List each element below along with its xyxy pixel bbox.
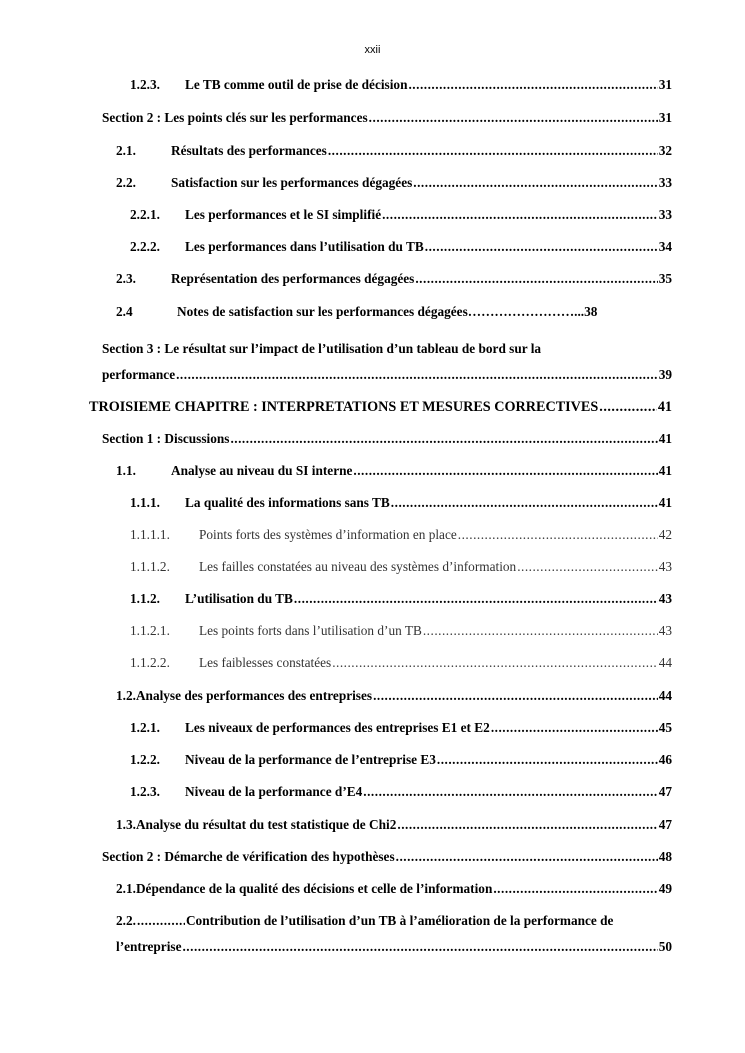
dot-leader: [328, 143, 658, 159]
toc-entry[interactable]: [102, 849, 672, 865]
toc-title: Section 2 : Démarche de vérification des hypothèses: [102, 849, 395, 864]
toc-number: 1.2.1.: [130, 720, 160, 735]
dot-leader: [332, 655, 658, 671]
toc-title: Les performances dans l’utilisation du TB: [185, 239, 424, 254]
toc-entry[interactable]: [116, 271, 672, 287]
toc-page: 44: [658, 688, 672, 703]
toc-title: 2.1.Dépendance de la qualité des décisions et celle de l’information: [116, 881, 493, 896]
toc-page: ……………………...38: [467, 304, 598, 319]
toc-number: 1.1.: [116, 463, 136, 478]
toc-entry[interactable]: [116, 817, 672, 833]
toc-page: 32: [658, 143, 672, 158]
toc-entry[interactable]: [130, 559, 672, 575]
dot-leader: [294, 591, 658, 607]
dot-leader: [182, 939, 657, 955]
toc-page: 41: [657, 399, 672, 415]
toc-title: Section 1 : Discussions: [102, 431, 230, 446]
toc-title: Contribution de l’utilisation d’un TB à l’amélioration de la performance de: [185, 913, 614, 928]
toc-entry[interactable]: [116, 463, 672, 479]
toc-page: 50: [658, 939, 672, 954]
toc-title: TROISIEME CHAPITRE : INTERPRETATIONS ET MESURES CORRECTIVES: [89, 399, 599, 415]
dot-leader: [517, 559, 658, 575]
toc-page: 35: [658, 271, 672, 286]
dot-leader: [230, 431, 657, 447]
toc-title: La qualité des informations sans TB: [185, 495, 390, 510]
toc-title: Analyse au niveau du SI interne: [171, 463, 353, 478]
toc-entry[interactable]: [102, 367, 672, 383]
toc-page: 43: [658, 559, 672, 574]
toc-page: 43: [658, 623, 672, 638]
toc-title: 1.3.Analyse du résultat du test statistique de Chi2: [116, 817, 397, 832]
toc-number: 1.1.2.2.: [130, 655, 170, 670]
toc-entry[interactable]: [130, 591, 672, 607]
toc-number: 2.3.: [116, 271, 136, 286]
toc-number: 1.1.1.: [130, 495, 160, 510]
toc-title: Représentation des performances dégagées: [171, 271, 415, 286]
dot-leader: [493, 881, 657, 897]
dot-leader: [408, 77, 657, 93]
toc-title: Les faiblesses constatées: [199, 655, 332, 670]
dot-leader: [415, 271, 657, 287]
toc-title: l’entreprise: [116, 939, 182, 954]
toc-title: Les points forts dans l’utilisation d’un TB: [199, 623, 422, 638]
toc-title: Résultats des performances: [171, 143, 327, 158]
toc-entry[interactable]: [130, 655, 672, 671]
dot-leader: [373, 688, 658, 704]
dot-leader: [391, 495, 658, 511]
toc-page: 33: [658, 207, 672, 222]
dot-leader: [425, 239, 658, 255]
toc-title: Satisfaction sur les performances dégagées: [171, 175, 413, 190]
toc-page: 33: [658, 175, 672, 190]
dot-leader: [382, 207, 658, 223]
toc-number: 1.2.3.: [130, 77, 160, 92]
dot-leader: [413, 175, 657, 191]
toc-page: 44: [658, 655, 672, 670]
toc-number: 1.1.1.1.: [130, 527, 170, 542]
toc-page: 41: [658, 463, 672, 478]
toc-entry[interactable]: [130, 207, 672, 223]
dot-leader: [396, 849, 658, 865]
toc-entry[interactable]: [116, 881, 672, 897]
toc-entry[interactable]: [116, 175, 672, 191]
toc-entry-chapter[interactable]: [89, 399, 672, 416]
toc-number: 1.2.2.: [130, 752, 160, 767]
toc-entry[interactable]: [116, 304, 672, 320]
toc-title: Niveau de la performance de l’entreprise E3: [185, 752, 436, 767]
dot-leader: [458, 527, 658, 543]
toc-page: 31: [658, 77, 672, 92]
dot-leader: [437, 752, 658, 768]
toc-title: L’utilisation du TB: [185, 591, 293, 606]
toc-number: 2.1.: [116, 143, 136, 158]
toc-page: 41: [658, 431, 672, 446]
toc-entry[interactable]: [130, 495, 672, 511]
toc-entry[interactable]: [116, 939, 672, 955]
toc-title: Les performances et le SI simplifié: [185, 207, 382, 222]
toc-entry[interactable]: [116, 688, 672, 704]
toc-entry[interactable]: [130, 784, 672, 800]
dot-leader: [369, 110, 658, 126]
toc-page: 41: [658, 495, 672, 510]
toc-page: 46: [658, 752, 672, 767]
toc-title: performance: [102, 367, 176, 382]
dot-leader: [423, 623, 658, 639]
toc-title: 1.2.Analyse des performances des entreprises: [116, 688, 373, 703]
toc-title: Les niveaux de performances des entreprises E1 et E2: [185, 720, 490, 735]
toc-title: Points forts des systèmes d’information en place: [199, 527, 457, 542]
toc-number: 2.4: [116, 304, 133, 319]
toc-entry[interactable]: [102, 431, 672, 447]
toc-page: 47: [658, 817, 672, 832]
toc-number: 1.1.2.: [130, 591, 160, 606]
toc-entry[interactable]: [130, 623, 672, 639]
toc-title: Les failles constatées au niveau des systèmes d’information: [199, 559, 517, 574]
toc-page: 45: [658, 720, 672, 735]
toc-page: 34: [658, 239, 672, 254]
toc-page: 49: [658, 881, 672, 896]
toc-page: 48: [658, 849, 672, 864]
dot-leader: [363, 784, 657, 800]
toc-title-line1[interactable]: Section 3 : Le résultat sur l’impact de l’utilisation d’un tableau de bord sur la: [102, 341, 542, 356]
toc-title: Notes de satisfaction sur les performances dégagées: [177, 304, 468, 319]
toc-entry[interactable]: [116, 143, 672, 159]
dot-leader: [353, 463, 657, 479]
toc-title: Le TB comme outil de prise de décision: [185, 77, 408, 92]
toc-title: Niveau de la performance d’E4: [185, 784, 363, 799]
toc-number: 2.2.: [116, 175, 136, 190]
toc-entry[interactable]: [130, 239, 672, 255]
toc-number: 2.2.: [116, 913, 136, 928]
toc-number: 1.1.1.2.: [130, 559, 170, 574]
toc-page: 42: [658, 527, 672, 542]
dot-leader: [176, 367, 658, 383]
dot-leader: [397, 817, 657, 833]
toc-number: 1.2.3.: [130, 784, 160, 799]
toc-page: 31: [658, 110, 672, 125]
toc-title-line1[interactable]: [116, 913, 672, 929]
toc-entry[interactable]: [130, 752, 672, 768]
toc-page: 47: [658, 784, 672, 799]
toc-title: Section 2 : Les points clés sur les performances: [102, 110, 368, 125]
page-number: xxii: [364, 44, 381, 56]
toc-entry[interactable]: [130, 720, 672, 736]
toc-entry[interactable]: [102, 110, 672, 126]
toc-number: 1.1.2.1.: [130, 623, 170, 638]
dot-leader: [599, 399, 657, 416]
toc-entry[interactable]: [130, 77, 672, 93]
toc-number: 2.2.1.: [130, 207, 160, 222]
toc-page: 43: [658, 591, 672, 606]
dot-leader: [491, 720, 658, 736]
toc-entry[interactable]: [130, 527, 672, 543]
toc-number: 2.2.2.: [130, 239, 160, 254]
toc-page: 39: [658, 367, 672, 382]
dot-leader: [137, 913, 185, 929]
